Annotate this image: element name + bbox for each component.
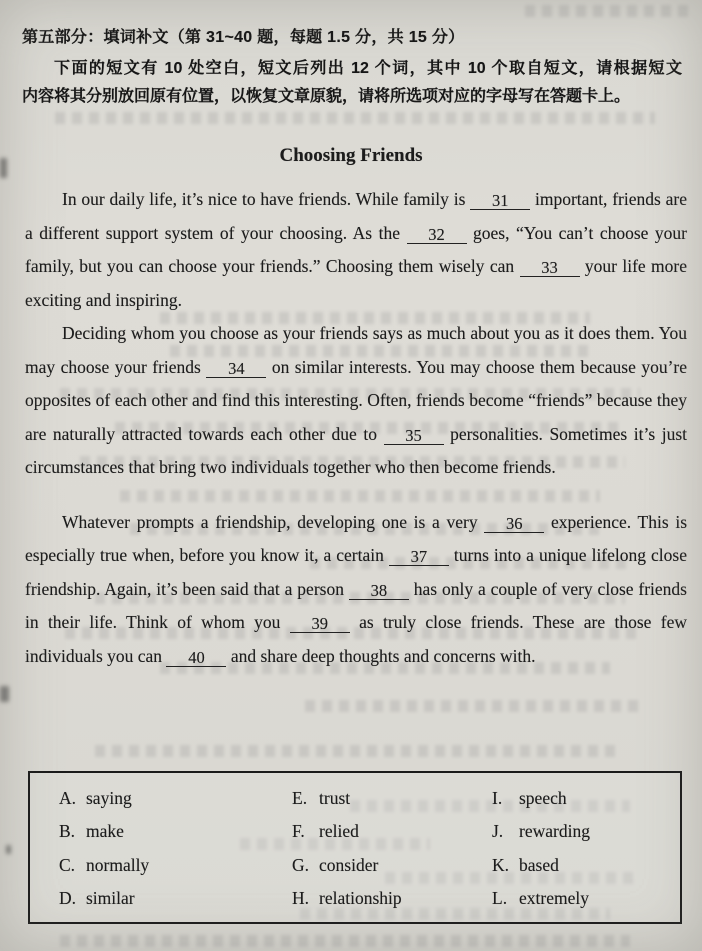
passage-paragraph: In our daily life, it’s nice to have friends. While family is 31 important, friends are a different support system of your choosing. As the 32 goes, “You can’t choose your family, but you can choose your friends.” Choosing them wisely can 33 your life more exciting and inspiring. [25,189,687,310]
scan-smudge [0,686,9,702]
bleedthrough-artifact [95,745,620,757]
option-word: speech [519,788,567,809]
instructions-line-2: 内容将其分别放回原有位置，以恢复文章原貌，请将所选项对应的字母写在答题卡上。 [22,88,631,105]
option-word: similar [86,887,135,908]
option-word: make [86,821,124,842]
option-letter: I. [492,788,503,809]
option-word: consider [319,854,379,875]
word-bank-box [28,771,682,924]
option-word: extremely [519,887,589,908]
option-letter: J. [492,821,504,842]
option-letter: D. [59,887,77,908]
bleedthrough-artifact [55,112,655,124]
option-letter: F. [292,821,305,842]
option-letter: H. [292,887,310,908]
passage-paragraph: Whatever prompts a friendship, developing one is a very 36 experience. This is especially true when, before you know it, a certain 37 turns into a unique lifelong close friendship. Again, it’s been said that a person 38 has only a couple of very close friends in their life. Think of whom you 39 as truly close friends. These are those few individuals you can 40 and share deep thoughts and concerns with. [25,511,688,667]
option-word: relied [319,821,359,842]
blank-38: 38 [349,582,409,600]
word-option-e [292,782,492,815]
word-option-a [59,782,292,815]
option-word: saying [86,788,132,809]
option-letter: A. [59,788,77,809]
blank-40: 40 [166,649,226,667]
word-option-g [292,849,492,882]
option-letter: B. [59,821,76,842]
blank-34: 34 [206,360,266,378]
blank-39: 39 [290,615,350,633]
blank-31: 31 [470,192,530,210]
bleedthrough-artifact [305,700,640,712]
option-word: normally [86,854,150,875]
option-word: rewarding [519,821,590,842]
blank-37: 37 [389,548,449,566]
blank-33: 33 [520,259,580,277]
blank-35: 35 [384,427,444,445]
instructions-line-1: 下面的短文有 10 处空白，短文后列出 12 个词，其中 10 个取自短文，请根据短文 [54,60,682,77]
option-word: trust [319,788,351,809]
word-option-l [492,882,680,915]
word-option-f [292,815,492,848]
word-option-c [59,849,292,882]
option-letter: L. [492,887,508,908]
word-option-d [59,882,292,915]
option-letter: G. [292,854,310,875]
section-title: 第五部分：填词补文（第 31~40 题，每题 1.5 分，共 15 分） [22,29,465,46]
passage-paragraph: Deciding whom you choose as your friends says as much about you as it does them. You may choose your friends 34 on similar interests. You may choose them because you’re opposites of each other and find this interesting. Often, friends become “friends” because they are naturally attracted towards each other due to 35 personalities. Sometimes it’s just circumstances that bring two individuals together who then become friends. [25,323,688,477]
option-letter: C. [59,854,76,875]
passage-body [25,183,687,673]
scan-smudge [6,845,11,854]
option-word: relationship [319,887,402,908]
blank-32: 32 [407,226,467,244]
bleedthrough-artifact [525,5,690,17]
word-option-j [492,815,680,848]
word-option-b [59,815,292,848]
bleedthrough-artifact [60,935,630,947]
blank-36: 36 [484,515,544,533]
option-letter: K. [492,854,510,875]
word-option-k [492,849,680,882]
word-option-i [492,782,680,815]
option-letter: E. [292,788,308,809]
passage-title: Choosing Friends [279,145,423,166]
option-word: based [519,854,559,875]
word-option-h [292,882,492,915]
section-header [22,24,682,111]
